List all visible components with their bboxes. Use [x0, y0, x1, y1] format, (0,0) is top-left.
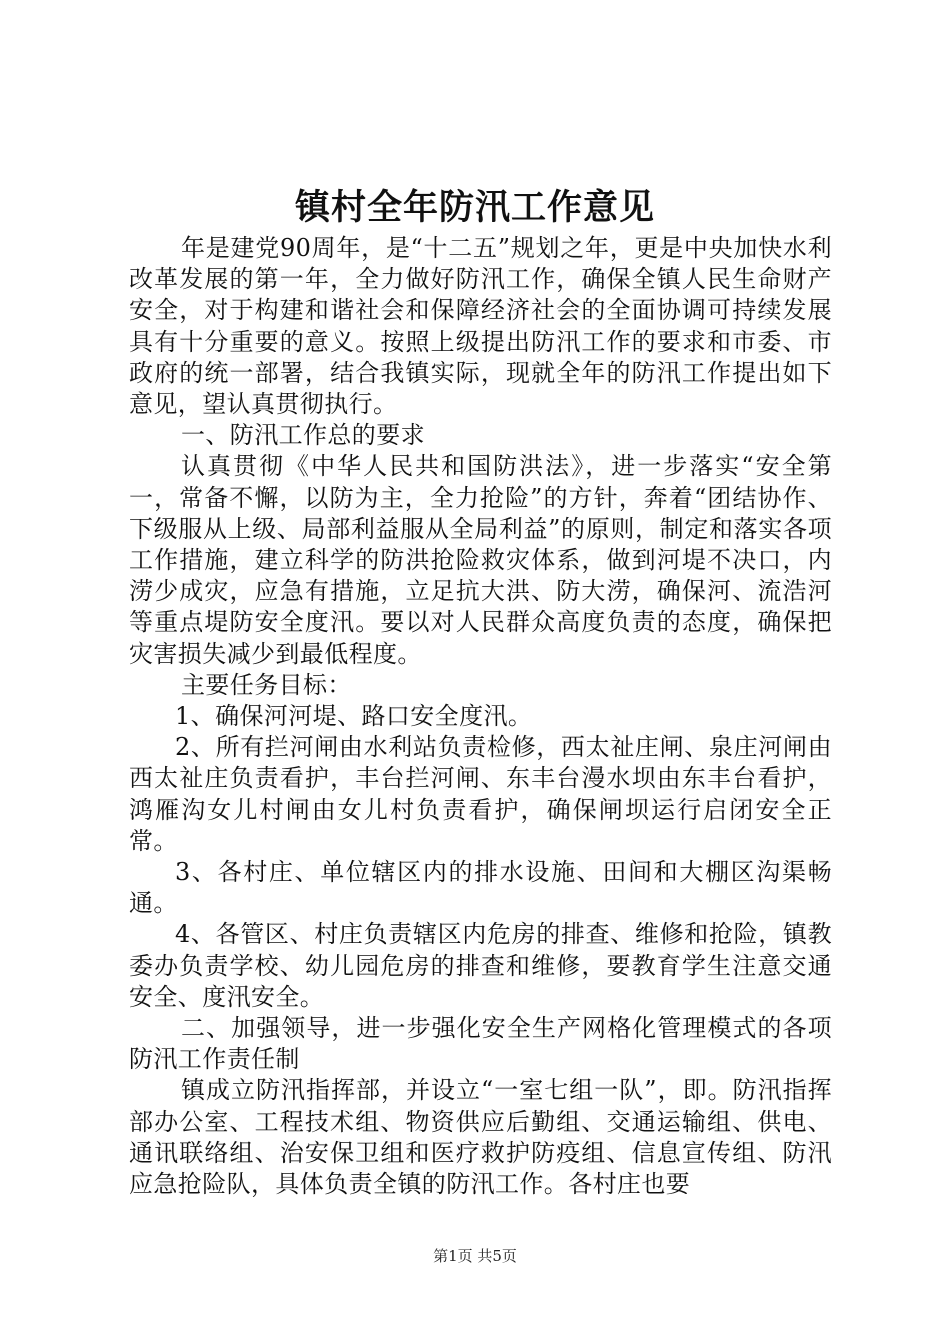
list-item-target-3: 3、各村庄、单位辖区内的排水设施、田间和大棚区沟渠畅通。 [129, 858, 832, 918]
document-title: 镇村全年防汛工作意见 [294, 188, 655, 228]
list-item-target-2: 2、所有拦河闸由水利站负责检修，西太祉庄闸、泉庄河闸由西太祉庄负责看护，丰台拦河闸、东丰台漫水坝由东丰台看护，鸿雁沟女儿村闸由女儿村负责看护，确保闸坝运行启闭安全正常。 [129, 733, 832, 855]
paragraph-intro: 年是建党90周年，是“十二五”规划之年，更是中央加快水利改革发展的第一年，全力做好防汛工作，确保全镇人民生命财产安全，对于构建和谐社会和保障经济社会的全面协调可持续发展具有十分重要的意义。按照上级提出防汛工作的要求和市委、市政府的统一部署，结合我镇实际，现就全年的防汛工作提出如下意见，望认真贯彻执行。 [129, 234, 832, 419]
list-item-target-4: 4、各管区、村庄负责辖区内危房的排查、维修和抢险，镇教委办负责学校、幼儿园危房的排查和维修，要教育学生注意交通安全、度汛安全。 [129, 920, 832, 1011]
section-heading-leadership: 二、加强领导，进一步强化安全生产网格化管理模式的各项防汛工作责任制 [129, 1014, 832, 1074]
list-item-target-1: 1、确保河河堤、路口安全度汛。 [175, 702, 533, 731]
paragraph-general-requirements: 认真贯彻《中华人民共和国防洪法》，进一步落实“安全第一，常备不懈，以防为主，全力抢险”的方针，奔着“团结协作、下级服从上级、局部利益服从全局利益”的原则，制定和落实各项工作措施，建立科学的防洪抢险救灾体系，做到河堤不决口，内涝少成灾，应急有措施，立足抗大洪、防大涝，确保河、流浩河等重点堤防安全度汛。要以对人民群众高度负责的态度，确保把灾害损失减少到最低程度。 [129, 452, 832, 668]
paragraph-command-structure: 镇成立防汛指挥部，并设立“一室七组一队”，即。防汛指挥部办公室、工程技术组、物资供应后勤组、交通运输组、供电、通讯联络组、治安保卫组和医疗救护防疫组、信息宣传组、防汛应急抢险队，具体负责全镇的防汛工作。各村庄也要 [129, 1076, 832, 1199]
section-heading-general-requirements: 一、防汛工作总的要求 [181, 421, 425, 450]
page-footer: 第1页 共5页 [433, 1247, 517, 1265]
subheading-main-targets: 主要任务目标： [181, 670, 352, 699]
document-body [129, 233, 832, 1200]
